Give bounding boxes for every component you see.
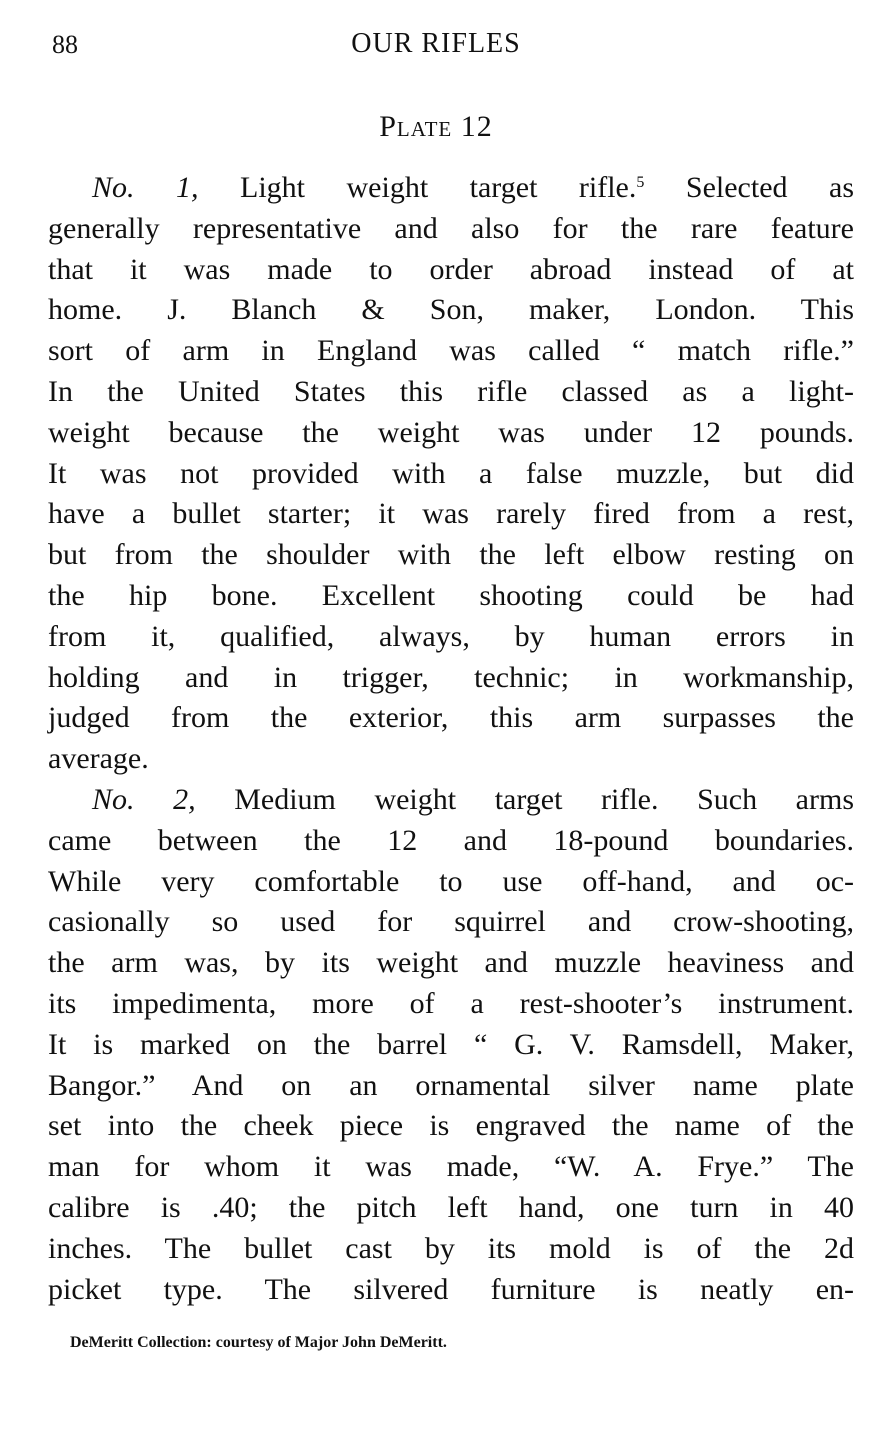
page-number: 88	[52, 30, 78, 59]
paragraph-1-first-rest: Selected as	[644, 171, 854, 204]
plate-title	[0, 110, 872, 144]
text-line: inches. The bullet cast by its mold is of the 2d	[48, 1231, 854, 1265]
text-line: generally representative and also for the rare feature	[48, 211, 854, 245]
text-line: It is marked on the barrel “ G. V. Ramsdell, Maker,	[48, 1027, 854, 1061]
footnote-reference: 5	[636, 174, 645, 191]
text-line: the hip bone. Excellent shooting could be had	[48, 578, 854, 612]
text-line: but from the shoulder with the left elbow resting on	[48, 538, 854, 572]
text-line: set into the cheek piece is engraved the name of the	[48, 1109, 854, 1143]
paragraph-1-label: No. 1,	[92, 171, 199, 204]
page-body	[48, 168, 854, 1310]
text-line: weight because the weight was under 12 pounds.	[48, 415, 854, 449]
text-line: holding and in trigger, technic; in workmanship,	[48, 660, 854, 694]
text-line: from it, qualified, always, by human errors in	[48, 619, 854, 653]
text-line: home. J. Blanch & Son, maker, London. This	[48, 293, 854, 327]
text-line: It was not provided with a false muzzle, but did	[48, 456, 854, 490]
text-line: that it was made to order abroad instead of at	[48, 252, 854, 286]
plate-title-text: Plate 12	[379, 110, 493, 143]
paragraph-2-first-line	[48, 780, 854, 821]
text-line: calibre is .40; the pitch left hand, one turn in 40	[48, 1190, 854, 1224]
paragraph-1-first-line	[48, 168, 854, 209]
text-line: While very comfortable to use off-hand, and oc-	[48, 864, 854, 898]
paragraph-1-first-text: Light weight target rifle.	[198, 171, 637, 204]
text-line: picket type. The silvered furniture is neatly en-	[48, 1272, 854, 1306]
text-line: In the United States this rifle classed as a light-	[48, 374, 854, 408]
text-line: judged from the exterior, this arm surpasses the	[48, 701, 854, 735]
text-line: Bangor.” And on an ornamental silver name plate	[48, 1068, 854, 1102]
text-line: its impedimenta, more of a rest-shooter’s instrument.	[48, 986, 854, 1020]
text-line: have a bullet starter; it was rarely fired from a rest,	[48, 497, 854, 531]
text-line: casionally so used for squirrel and crow-shooting,	[48, 905, 854, 939]
paragraph-2-first-rest: Medium weight target rifle. Such arms	[195, 782, 854, 816]
running-head: OUR RIFLES	[351, 28, 521, 59]
page-header	[0, 26, 872, 66]
text-line: sort of arm in England was called “ match rifle.”	[48, 334, 854, 368]
text-line: came between the 12 and 18-pound boundaries.	[48, 823, 854, 857]
footnote: DeMeritt Collection: courtesy of Major John DeMeritt.	[70, 1334, 447, 1351]
text-line: average.	[48, 742, 149, 776]
text-line: the arm was, by its weight and muzzle heaviness and	[48, 946, 854, 980]
text-line: man for whom it was made, “W. A. Frye.” The	[48, 1150, 854, 1184]
paragraph-2-label: No. 2,	[92, 782, 196, 816]
